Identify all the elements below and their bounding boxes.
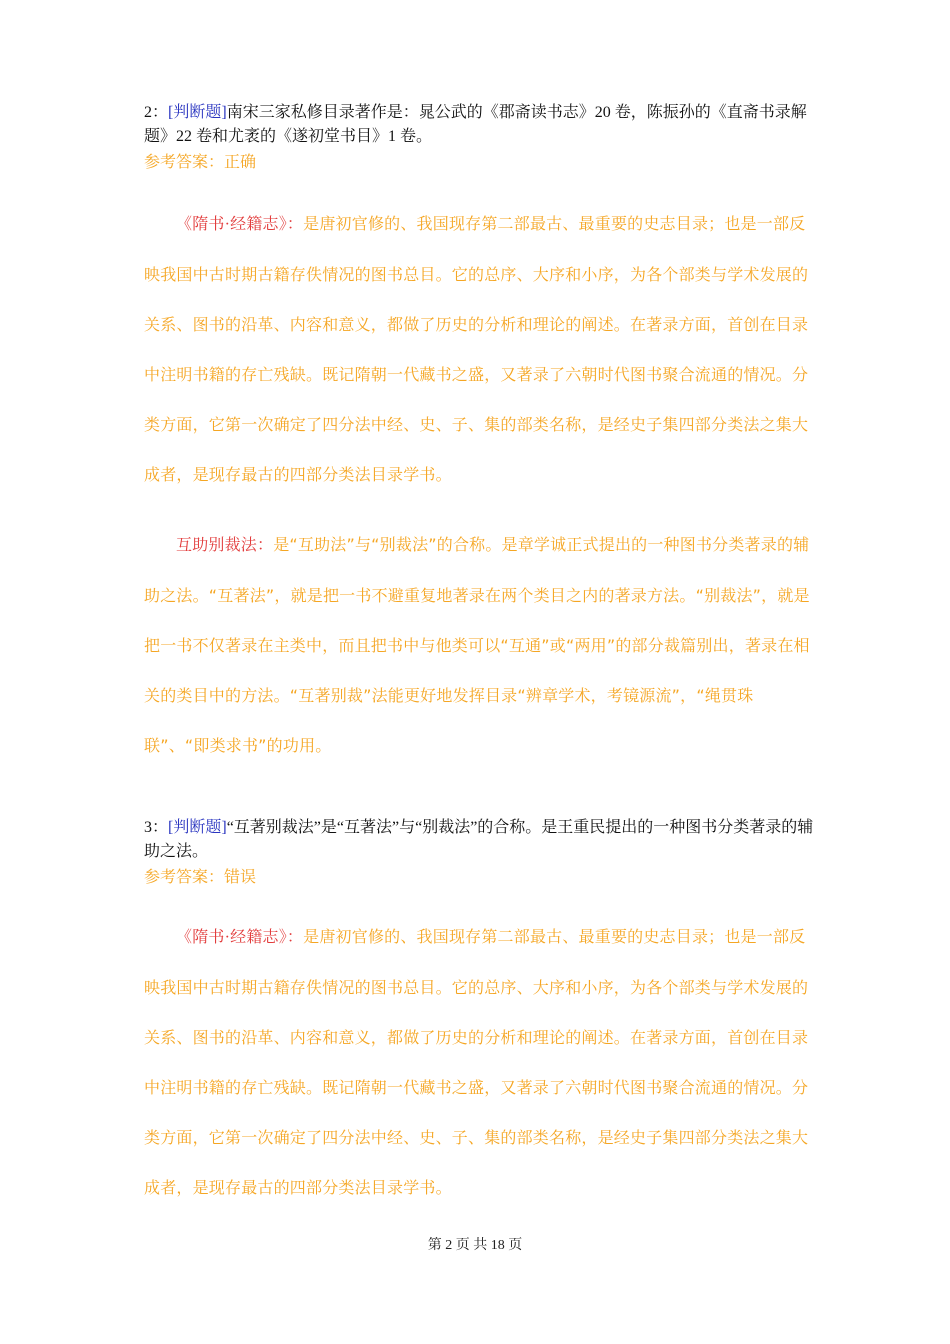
term-label: 《隋书·经籍志》：	[176, 929, 304, 946]
explanation-paragraph-1	[144, 199, 819, 500]
term-label: 互助别裁法：	[176, 537, 274, 554]
question-number: 3：	[144, 819, 169, 836]
question-type-tag: [判断题]	[168, 819, 227, 836]
question-text: 南宋三家私修目录著作是：晁公武的《郡斋读书志》20 卷，陈振孙的《直斋书录解题》22 卷和尤袤的《遂初堂书目》1 卷。	[144, 104, 807, 145]
explanation-paragraph-3	[144, 912, 819, 1213]
explanation-paragraph-2	[144, 520, 819, 771]
question-2	[144, 101, 816, 149]
page-footer: 第 2 页 共 18 页	[427, 1238, 523, 1253]
term-label: 《隋书·经籍志》：	[176, 216, 304, 233]
question-number: 2：	[144, 104, 169, 121]
explanation-text: 是唐初官修的、我国现存第二部最古、最重要的史志目录；也是一部反映我国中古时期古籍存佚情况的图书总目。它的总序、大序和小序，为各个部类与学术发展的关系、图书的沿革、内容和意义，都做了历史的分析和理论的阐述。在著录方面，首创在目录中注明书籍的存亡残缺。既记隋朝一代藏书之盛，又著录了六朝时代图书聚合流通的情况。分类方面，它第一次确定了四分法中经、史、子、集的部类名称，是经史子集四部分类法之集大成者，是现存最古的四部分类法目录学书。	[144, 214, 809, 484]
question-type-tag: [判断题]	[168, 104, 227, 121]
question-text: “互著别裁法”是“互著法”与“别裁法”的合称。是王重民提出的一种图书分类著录的辅助之法。	[144, 819, 814, 860]
answer-2: 参考答案：正确	[144, 154, 257, 171]
explanation-text: 是“互助法”与“别裁法”的合称。是章学诚正式提出的一种图书分类著录的辅助之法。“互著法”，就是把一书不避重复地著录在两个类目之内的著录方法。“别裁法”，就是把一书不仅著录在主类中，而且把书中与他类可以“互通”或“两用”的部分裁篇别出，著录在相关的类目中的方法。“互著别裁”法能更好地发挥目录“辨章学术，考镜源流”，“绳贯珠联”、“即类求书”的功用。	[144, 535, 810, 755]
answer-3: 参考答案：错误	[144, 869, 257, 886]
explanation-text: 是唐初官修的、我国现存第二部最古、最重要的史志目录；也是一部反映我国中古时期古籍存佚情况的图书总目。它的总序、大序和小序，为各个部类与学术发展的关系、图书的沿革、内容和意义，都做了历史的分析和理论的阐述。在著录方面，首创在目录中注明书籍的存亡残缺。既记隋朝一代藏书之盛，又著录了六朝时代图书聚合流通的情况。分类方面，它第一次确定了四分法中经、史、子、集的部类名称，是经史子集四部分类法之集大成者，是现存最古的四部分类法目录学书。	[144, 927, 809, 1197]
question-3	[144, 816, 816, 864]
